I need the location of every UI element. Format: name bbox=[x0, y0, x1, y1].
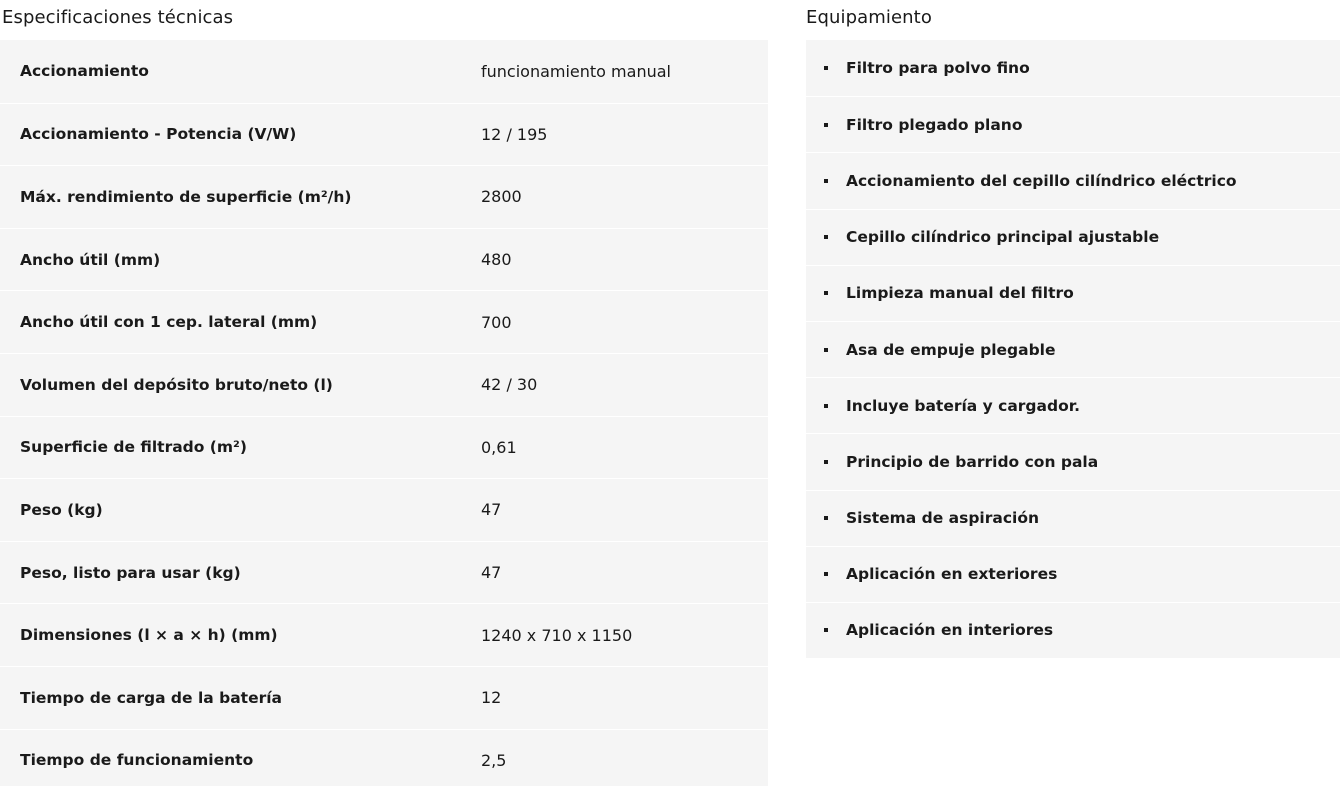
spec-row bbox=[0, 103, 768, 166]
spec-row bbox=[0, 165, 768, 228]
equipment-item-label: Asa de empuje plegable bbox=[846, 340, 1056, 359]
spec-label: Dimensiones (l × a × h) (mm) bbox=[20, 626, 278, 645]
bullet-icon bbox=[824, 404, 828, 408]
specs-table bbox=[0, 40, 768, 786]
bullet-icon bbox=[824, 123, 828, 127]
equipment-item-label: Filtro plegado plano bbox=[846, 115, 1023, 134]
spec-label: Tiempo de funcionamiento bbox=[20, 751, 254, 770]
equipment-item-label: Principio de barrido con pala bbox=[846, 452, 1099, 471]
bullet-icon bbox=[824, 572, 828, 576]
equipment-item-label: Cepillo cilíndrico principal ajustable bbox=[846, 228, 1160, 247]
equipment bbox=[806, 0, 1340, 658]
specs-title: Especificaciones técnicas bbox=[2, 7, 234, 28]
spec-row bbox=[0, 416, 768, 479]
bullet-icon bbox=[824, 516, 828, 520]
equipment-item bbox=[806, 546, 1340, 602]
spec-value: 0,61 bbox=[481, 437, 517, 457]
spec-label: Superficie de filtrado (m²) bbox=[20, 438, 247, 457]
spec-value: funcionamiento manual bbox=[481, 61, 671, 81]
spec-label: Accionamiento bbox=[20, 62, 149, 81]
equipment-item bbox=[806, 152, 1340, 208]
equipment-title: Equipamiento bbox=[806, 7, 932, 28]
spec-row bbox=[0, 353, 768, 416]
equipment-item bbox=[806, 40, 1340, 96]
spec-value: 700 bbox=[481, 312, 512, 332]
equipment-item bbox=[806, 377, 1340, 433]
spec-label: Ancho útil (mm) bbox=[20, 250, 161, 269]
spec-value: 12 / 195 bbox=[481, 124, 548, 144]
spec-row bbox=[0, 729, 768, 786]
spec-value: 2800 bbox=[481, 187, 522, 207]
bullet-icon bbox=[824, 66, 828, 70]
bullet-icon bbox=[824, 628, 828, 632]
spec-row bbox=[0, 290, 768, 353]
bullet-icon bbox=[824, 460, 828, 464]
spec-value: 480 bbox=[481, 250, 512, 270]
equipment-item bbox=[806, 490, 1340, 546]
spec-row bbox=[0, 541, 768, 604]
bullet-icon bbox=[824, 291, 828, 295]
equipment-item-label: Aplicación en exteriores bbox=[846, 565, 1058, 584]
spec-value: 1240 x 710 x 1150 bbox=[481, 625, 633, 645]
equipment-item bbox=[806, 96, 1340, 152]
bullet-icon bbox=[824, 235, 828, 239]
equipment-item bbox=[806, 265, 1340, 321]
spec-label: Ancho útil con 1 cep. lateral (mm) bbox=[20, 313, 318, 332]
spec-value: 42 / 30 bbox=[481, 375, 538, 395]
spec-row bbox=[0, 666, 768, 729]
equipment-item-label: Incluye batería y cargador. bbox=[846, 396, 1081, 415]
spec-label: Accionamiento - Potencia (V/W) bbox=[20, 125, 297, 144]
spec-value: 2,5 bbox=[481, 750, 507, 770]
equipment-item-label: Sistema de aspiración bbox=[846, 509, 1040, 528]
spec-row bbox=[0, 478, 768, 541]
equipment-item bbox=[806, 433, 1340, 489]
spec-value: 12 bbox=[481, 688, 502, 708]
spec-label: Peso (kg) bbox=[20, 500, 103, 519]
spec-label: Volumen del depósito bruto/neto (l) bbox=[20, 375, 333, 394]
spec-label: Tiempo de carga de la batería bbox=[20, 688, 283, 707]
bullet-icon bbox=[824, 348, 828, 352]
equipment-item bbox=[806, 602, 1340, 658]
spec-row bbox=[0, 228, 768, 291]
equipment-item-label: Filtro para polvo fino bbox=[846, 59, 1030, 78]
spec-value: 47 bbox=[481, 500, 502, 520]
spec-label: Máx. rendimiento de superficie (m²/h) bbox=[20, 187, 352, 206]
equipment-item-label: Accionamiento del cepillo cilíndrico eléctrico bbox=[846, 171, 1237, 190]
spec-row bbox=[0, 603, 768, 666]
equipment-item-label: Aplicación en interiores bbox=[846, 621, 1054, 640]
equipment-list bbox=[806, 40, 1340, 658]
spec-label: Peso, listo para usar (kg) bbox=[20, 563, 241, 582]
spec-value: 47 bbox=[481, 563, 502, 583]
equipment-item bbox=[806, 321, 1340, 377]
equipment-item-label: Limpieza manual del filtro bbox=[846, 284, 1074, 303]
bullet-icon bbox=[824, 179, 828, 183]
spec-row bbox=[0, 40, 768, 103]
equipment-item bbox=[806, 209, 1340, 265]
